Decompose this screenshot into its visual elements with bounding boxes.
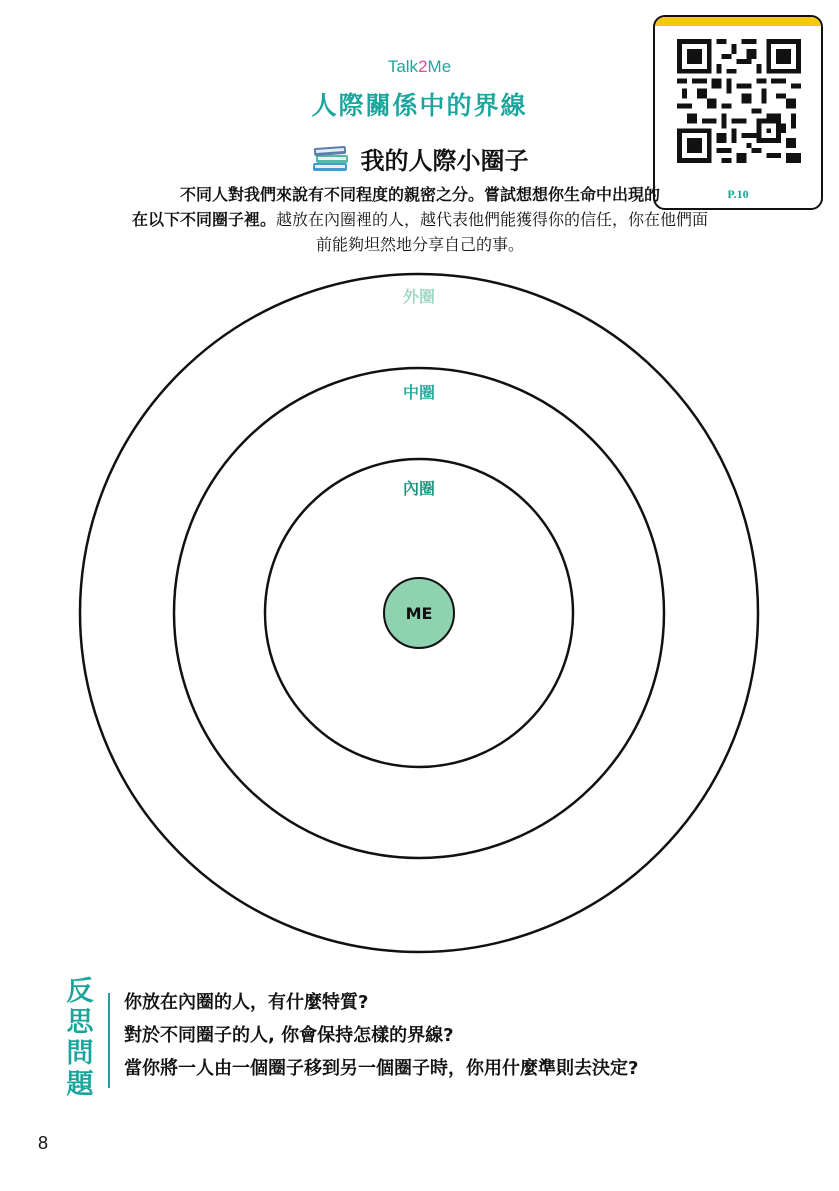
intro-line3: 前能夠坦然地分享自己的事。 <box>315 235 524 254</box>
reflection-questions <box>124 986 638 1085</box>
brand-name: Talk2Me <box>387 57 452 76</box>
qr-page-reference: P.10 <box>727 187 749 201</box>
middle-circle-label: 中圈 <box>402 383 436 402</box>
qr-card[interactable] <box>653 15 823 210</box>
books-icon <box>311 145 351 179</box>
question-item: 當你將一人由一個圈子移到另一個圈子時，你用什麼準則去決定? <box>124 1058 639 1079</box>
reflection-divider <box>108 993 110 1088</box>
section-heading: 我的人際小圈子 <box>0 141 839 179</box>
reflection-title: 反 思 問 題 <box>66 976 94 1100</box>
intro-bold-line2: 在以下不同圈子裡。 <box>131 210 276 229</box>
intro-bold-line1: 不同人對我們來說有不同程度的親密之分。嘗試想想你生命中出現的 <box>179 185 660 204</box>
intro-paragraph <box>58 182 782 257</box>
intro-line2: 越放在內圈裡的人，越代表他們能獲得你的信任，你在他們面 <box>276 210 709 229</box>
question-item: 你放在內圈的人，有什麼特質? <box>124 992 369 1013</box>
relationship-circles <box>0 270 839 960</box>
outer-circle-label: 外圈 <box>402 287 436 306</box>
inner-circle-label: 內圈 <box>402 479 436 498</box>
me-label: ME <box>405 604 433 623</box>
question-item: 對於不同圈子的人, 你會保持怎樣的界線? <box>124 1025 454 1046</box>
qr-card-accent-bar <box>655 17 821 26</box>
page-title: 人際關係中的界線 <box>311 91 528 120</box>
page-number: 8 <box>38 1133 49 1153</box>
